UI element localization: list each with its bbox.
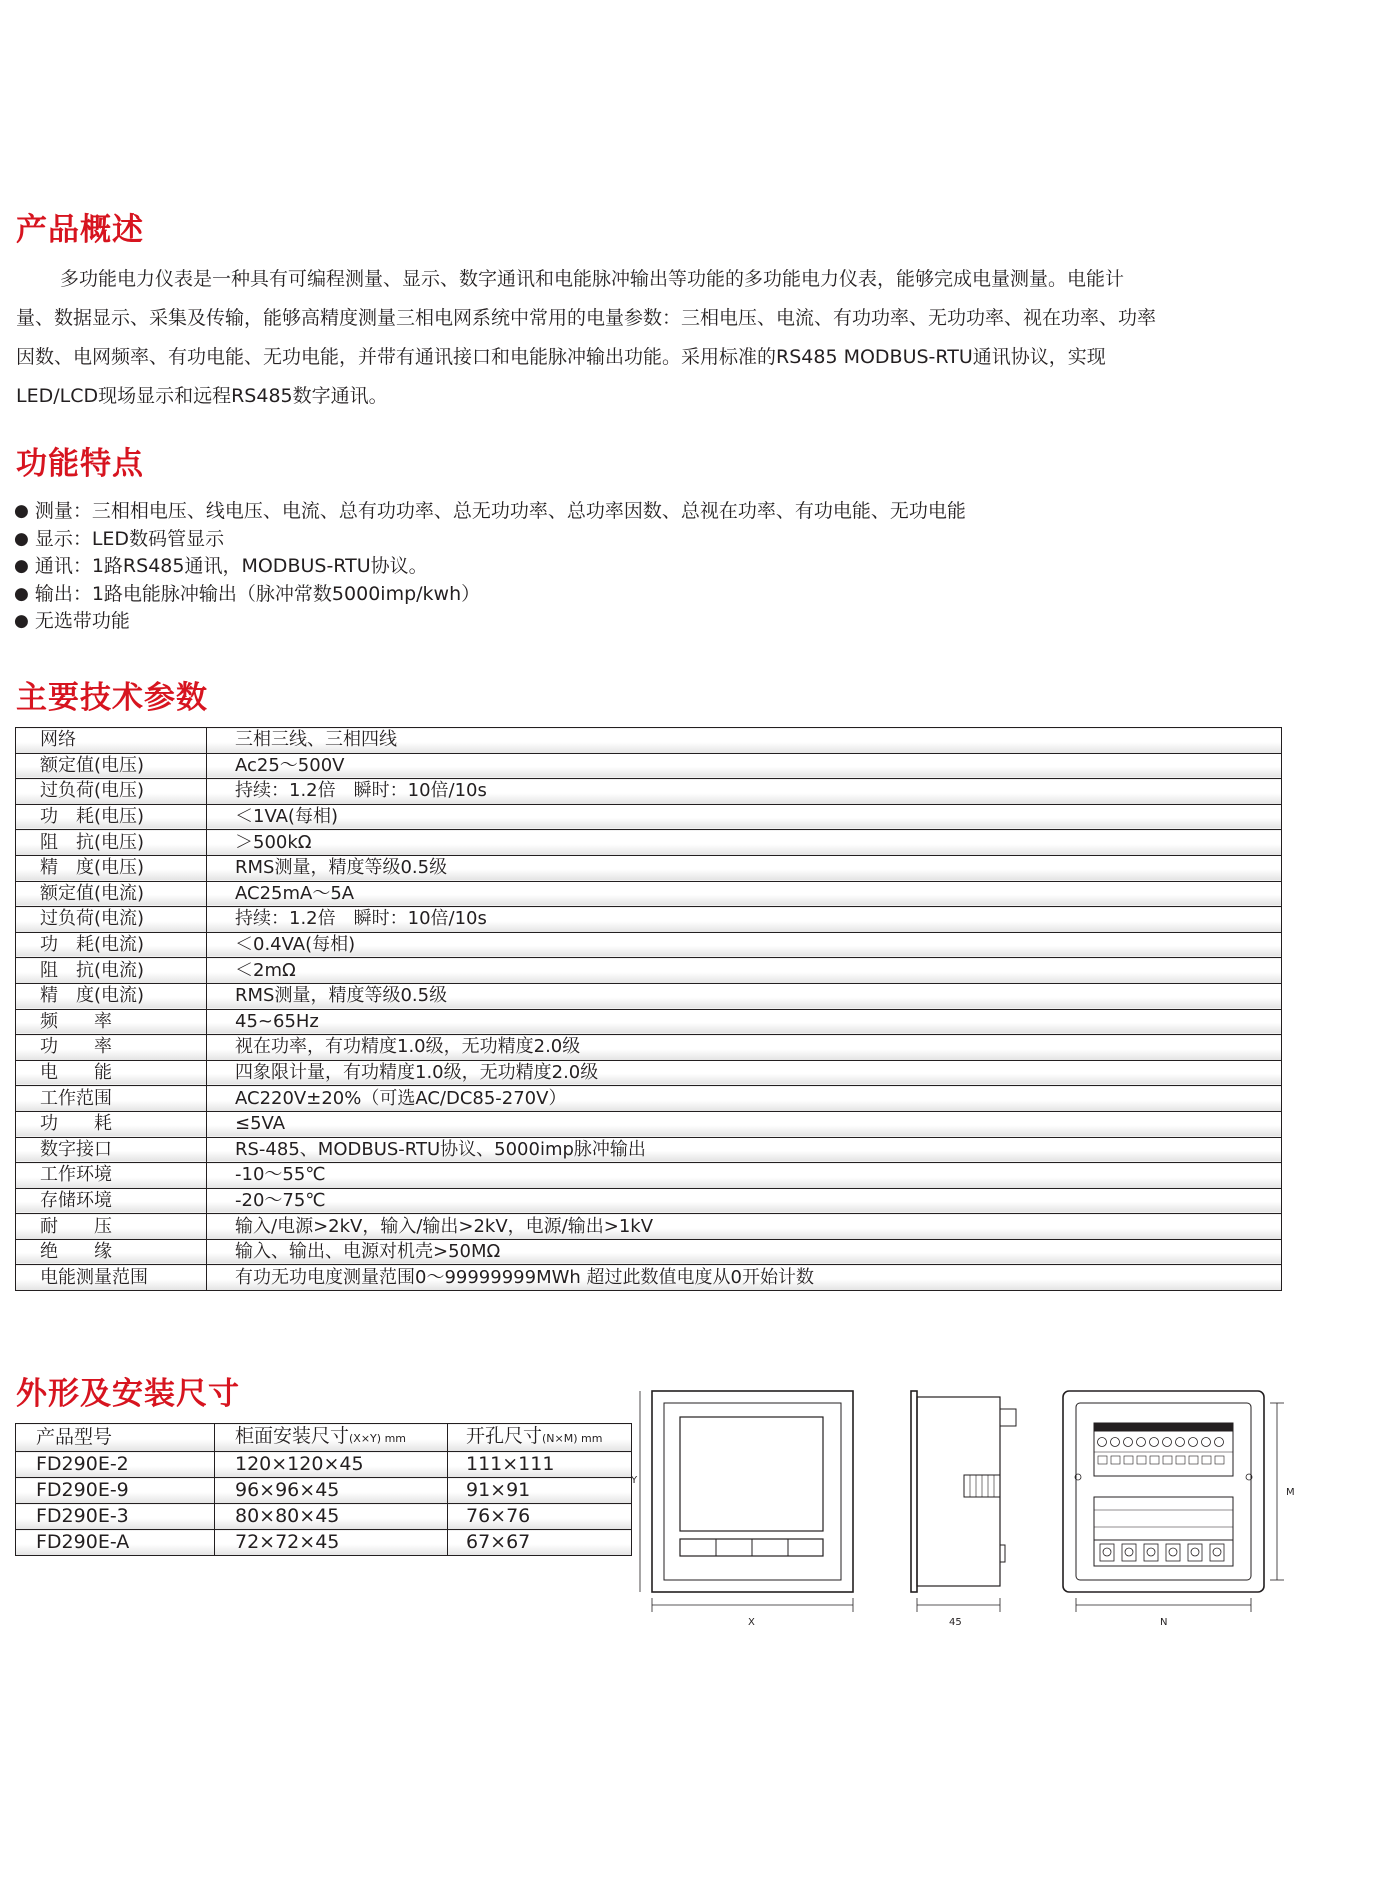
terminal-screw-icon bbox=[1188, 1544, 1202, 1561]
terminal-cell bbox=[1163, 1456, 1172, 1464]
dim-x-label: X bbox=[748, 1617, 755, 1628]
bullet-icon: ● bbox=[14, 583, 29, 604]
terminal-screw-icon bbox=[1189, 1438, 1198, 1447]
cutout-size-cell: 76×76 bbox=[448, 1504, 632, 1530]
dim-n-label: N bbox=[1160, 1617, 1168, 1628]
spec-label: 精 度(电压) bbox=[16, 855, 207, 881]
terminal-cell bbox=[1189, 1456, 1198, 1464]
dimensions-title: 外形及安装尺寸 bbox=[16, 1376, 240, 1412]
panel-size-cell: 80×80×45 bbox=[215, 1504, 448, 1530]
side-view-drawing bbox=[911, 1391, 1016, 1612]
terminal-screw-icon bbox=[1202, 1438, 1211, 1447]
feature-text: 测量：三相相电压、线电压、电流、总有功功率、总无功功率、总功率因数、总视在功率、有功电能、无功电能 bbox=[34, 500, 966, 522]
spec-value: 有功无功电度测量范围0～99999999MWh 超过此数值电度从0开始计数 bbox=[207, 1265, 1282, 1291]
spec-value: 三相三线、三相四线 bbox=[207, 728, 1282, 754]
spec-label: 阻 抗(电压) bbox=[16, 830, 207, 856]
top-terminal-rail bbox=[1094, 1423, 1233, 1431]
spec-label: 功 耗(电流) bbox=[16, 932, 207, 958]
terminal-screw-icon bbox=[1176, 1438, 1185, 1447]
dim-depth-label: 45 bbox=[949, 1617, 962, 1628]
cutout-size-cell: 111×111 bbox=[448, 1452, 632, 1478]
model-cell: FD290E-9 bbox=[16, 1478, 215, 1504]
spec-label: 阻 抗(电流) bbox=[16, 958, 207, 984]
overview-line: 因数、电网频率、有功电能、无功电能，并带有通讯接口和电能脉冲输出功能。采用标准的RS485 MODBUS-RTU通讯协议，实现 bbox=[16, 346, 1106, 368]
terminal-screw-icon bbox=[1144, 1544, 1158, 1561]
model-cell: FD290E-2 bbox=[16, 1452, 215, 1478]
spec-label: 过负荷(电压) bbox=[16, 779, 207, 805]
feature-text: 通讯：1路RS485通讯，MODBUS-RTU协议。 bbox=[34, 555, 428, 577]
side-tab bbox=[1000, 1545, 1005, 1562]
panel-size-cell: 72×72×45 bbox=[215, 1530, 448, 1556]
bullet-icon: ● bbox=[14, 611, 29, 631]
bullet-icon: ● bbox=[14, 556, 29, 576]
feature-text: 显示：LED数码管显示 bbox=[34, 527, 225, 550]
spec-value: RMS测量，精度等级0.5级 bbox=[207, 983, 1282, 1009]
rear-outer-frame bbox=[1063, 1391, 1264, 1592]
terminal-screw-icon bbox=[1215, 1438, 1224, 1447]
top-terminal-screws bbox=[1098, 1438, 1224, 1447]
terminal-cell bbox=[1176, 1456, 1185, 1464]
spec-value: ＜0.4VA(每相) bbox=[207, 932, 1282, 958]
cutout-size-cell: 67×67 bbox=[448, 1530, 632, 1556]
panel-size-cell: 96×96×45 bbox=[215, 1478, 448, 1504]
overview-line: LED/LCD现场显示和远程RS485数字通讯。 bbox=[16, 385, 388, 407]
terminal-cell bbox=[1150, 1456, 1159, 1464]
screw-head bbox=[1147, 1548, 1155, 1556]
spec-label: 功 耗(电压) bbox=[16, 804, 207, 830]
features-title: 功能特点 bbox=[16, 446, 144, 482]
spec-label: 频 率 bbox=[16, 1009, 207, 1035]
model-cell: FD290E-3 bbox=[16, 1504, 215, 1530]
terminal-screw-icon bbox=[1166, 1544, 1180, 1561]
spec-label: 网络 bbox=[16, 728, 207, 754]
side-bezel bbox=[911, 1391, 917, 1592]
terminal-screw-icon bbox=[1122, 1544, 1136, 1561]
feature-text: 无选带功能 bbox=[34, 610, 130, 632]
spec-value: 视在功率，有功精度1.0级，无功精度2.0级 bbox=[207, 1035, 1282, 1061]
overview-title: 产品概述 bbox=[16, 212, 144, 248]
spec-label: 存储环境 bbox=[16, 1188, 207, 1214]
dim-m-label: M bbox=[1286, 1487, 1295, 1498]
cutout-size-cell: 91×91 bbox=[448, 1478, 632, 1504]
spec-label: 过负荷(电流) bbox=[16, 907, 207, 933]
terminal-screw-icon bbox=[1137, 1438, 1146, 1447]
terminal-screw-icon bbox=[1210, 1544, 1224, 1561]
dim-y-label: Y bbox=[631, 1475, 638, 1486]
bullet-icon: ● bbox=[14, 501, 29, 521]
terminal-screw-icon bbox=[1150, 1438, 1159, 1447]
model-cell: FD290E-A bbox=[16, 1530, 215, 1556]
terminal-screw-icon bbox=[1098, 1438, 1107, 1447]
spec-value: 持续：1.2倍 瞬时：10倍/10s bbox=[207, 779, 1282, 805]
terminal-screw-icon bbox=[1124, 1438, 1133, 1447]
terminal-screw-icon bbox=[1163, 1438, 1172, 1447]
bottom-terminal-screws bbox=[1100, 1544, 1224, 1561]
screw-head bbox=[1125, 1548, 1133, 1556]
spec-value: 输入、输出、电源对机壳>50MΩ bbox=[207, 1239, 1282, 1265]
spec-value: ＜2mΩ bbox=[207, 958, 1282, 984]
spec-label: 绝 缘 bbox=[16, 1239, 207, 1265]
feature-text: 输出：1路电能脉冲输出（脉冲常数5000imp/kwh） bbox=[34, 582, 481, 605]
terminal-cell bbox=[1137, 1456, 1146, 1464]
spec-label: 工作环境 bbox=[16, 1163, 207, 1189]
terminal-screw-icon bbox=[1111, 1438, 1120, 1447]
spec-value: AC25mA～5A bbox=[207, 881, 1282, 907]
spec-value: 45~65Hz bbox=[207, 1009, 1282, 1035]
spec-value: ＜1VA(每相) bbox=[207, 804, 1282, 830]
screw-head bbox=[1191, 1548, 1199, 1556]
spec-label: 耐 压 bbox=[16, 1214, 207, 1240]
spec-value: ≤5VA bbox=[207, 1111, 1282, 1137]
bullet-icon: ● bbox=[14, 528, 29, 549]
spec-value: -20～75℃ bbox=[207, 1188, 1282, 1214]
overview-line: 量、数据显示、采集及传输，能够高精度测量三相电网系统中常用的电量参数：三相电压、电流、有功功率、无功功率、视在功率、功率 bbox=[16, 307, 1157, 329]
spec-label: 电 能 bbox=[16, 1060, 207, 1086]
header-cutout-label: 开孔尺寸 bbox=[466, 1425, 543, 1447]
specs-title: 主要技术参数 bbox=[16, 680, 208, 716]
terminal-cell bbox=[1202, 1456, 1211, 1464]
spec-label: 额定值(电压) bbox=[16, 753, 207, 779]
spec-value: -10～55℃ bbox=[207, 1163, 1282, 1189]
display-window bbox=[680, 1417, 823, 1531]
terminal-cell bbox=[1215, 1456, 1224, 1464]
spec-label: 数字接口 bbox=[16, 1137, 207, 1163]
header-cutout-unit: (N×M) mm bbox=[542, 1432, 603, 1445]
spec-value: RMS测量，精度等级0.5级 bbox=[207, 855, 1282, 881]
header-panel-unit: (X×Y) mm bbox=[349, 1432, 406, 1445]
terminal-cell bbox=[1098, 1456, 1107, 1464]
bottom-label-panel bbox=[1094, 1497, 1233, 1540]
overview-line: 多功能电力仪表是一种具有可编程测量、显示、数字通讯和电能脉冲输出等功能的多功能电力仪表，能够完成电量测量。电能计 bbox=[60, 268, 1125, 290]
spec-value: 持续：1.2倍 瞬时：10倍/10s bbox=[207, 907, 1282, 933]
spec-value: RS-485、MODBUS-RTU协议、5000imp脉冲输出 bbox=[207, 1137, 1282, 1163]
spec-value: 四象限计量，有功精度1.0级，无功精度2.0级 bbox=[207, 1060, 1282, 1086]
screw-head bbox=[1169, 1548, 1177, 1556]
terminal-screw-icon bbox=[1100, 1544, 1114, 1561]
top-terminal-cells bbox=[1098, 1456, 1224, 1464]
spec-value: AC220V±20%（可选AC/DC85-270V） bbox=[207, 1086, 1282, 1112]
screw-head bbox=[1103, 1548, 1111, 1556]
terminal-cell bbox=[1111, 1456, 1120, 1464]
front-view-drawing bbox=[640, 1391, 853, 1612]
header-model-label: 产品型号 bbox=[36, 1426, 113, 1448]
spec-label: 功 耗 bbox=[16, 1111, 207, 1137]
spec-label: 精 度(电流) bbox=[16, 983, 207, 1009]
header-panel-label: 柜面安装尺寸 bbox=[235, 1425, 350, 1447]
spec-label: 额定值(电流) bbox=[16, 881, 207, 907]
screw-head bbox=[1213, 1548, 1221, 1556]
side-connector bbox=[1000, 1409, 1016, 1426]
spec-label: 电能测量范围 bbox=[16, 1265, 207, 1291]
spec-label: 工作范围 bbox=[16, 1086, 207, 1112]
spec-value: 输入/电源>2kV，输入/输出>2kV，电源/输出>1kV bbox=[207, 1214, 1282, 1240]
spec-value: ＞500kΩ bbox=[207, 830, 1282, 856]
rear-view-drawing bbox=[1063, 1391, 1284, 1612]
panel-size-cell: 120×120×45 bbox=[215, 1452, 448, 1478]
terminal-cell bbox=[1124, 1456, 1133, 1464]
spec-value: Ac25～500V bbox=[207, 753, 1282, 779]
side-body bbox=[917, 1397, 1000, 1586]
spec-label: 功 率 bbox=[16, 1035, 207, 1061]
